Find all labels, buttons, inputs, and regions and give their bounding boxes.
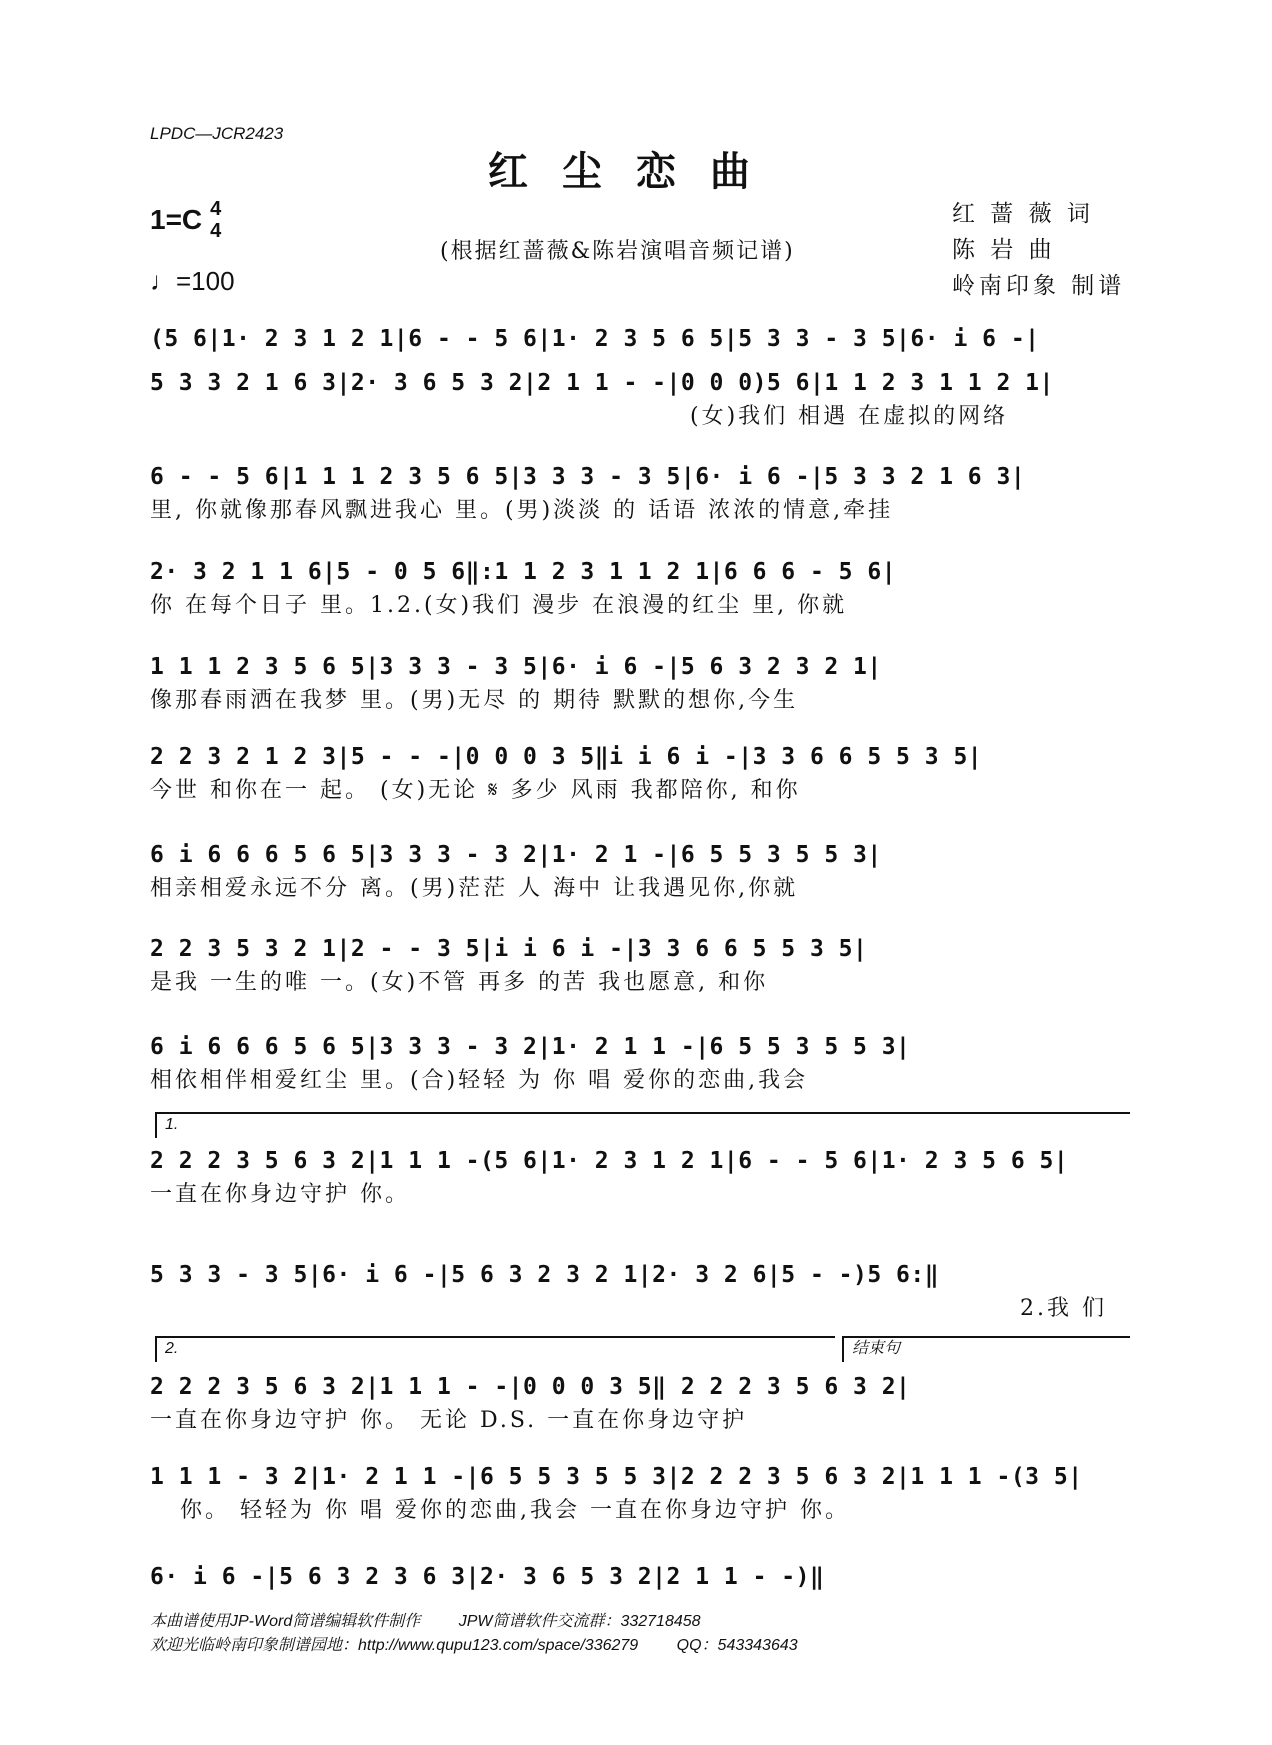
time-signature [210, 198, 221, 242]
time-signature-bottom: 4 [210, 220, 222, 242]
notation-line: 1 1 1 - 3 2|1· 2 1 1 -|6 5 5 3 5 5 3|2 2 2 3 5 6 3 2|1 1 1 -(3 5| [150, 1464, 1083, 1490]
notation-line: 1 1 1 2 3 5 6 5|3 3 3 - 3 5|6· i 6 -|5 6 3 2 3 2 1| [150, 654, 882, 680]
first-ending-bracket: 1. [155, 1112, 1130, 1138]
notation-line: 2 2 2 3 5 6 3 2|1 1 1 - -|0 0 0 3 5‖ 2 2 2 3 5 6 3 2| [150, 1374, 911, 1400]
score-system [150, 1370, 1125, 1438]
time-signature-top: 4 [210, 198, 222, 220]
credits [952, 196, 1125, 304]
lyrics-line: 里, 你就像那春风飘进我心 里。(男)淡淡 的 话语 浓浓的情意,牵挂 [150, 498, 894, 523]
lyrics-line: 2.我 们 [1020, 1296, 1107, 1321]
key-signature [150, 198, 221, 242]
footer [150, 1610, 832, 1658]
website-link[interactable]: 欢迎光临岭南印象制谱园地：http://www.qupu123.com/space/336279 [150, 1637, 639, 1654]
lyrics-line: 你 在每个日子 里。1.2.(女)我们 漫步 在浪漫的红尘 里, 你就 [150, 593, 848, 618]
notation-line: 6 i 6 6 6 5 6 5|3 3 3 - 3 2|1· 2 1 -|6 5 5 3 5 5 3| [150, 842, 882, 868]
group-note: JPW简谱软件交流群：332718458 [458, 1613, 701, 1630]
song-title: 红尘恋曲 [488, 148, 784, 195]
score-system [150, 1258, 1125, 1326]
lyrics-line: 是我 一生的唯 一。(女)不管 再多 的苦 我也愿意, 和你 [150, 970, 769, 995]
notation-line: 2 2 3 5 3 2 1|2 - - 3 5|i i 6 i -|3 3 6 6 5 5 3 5| [150, 936, 868, 962]
notation-line: (5 6|1· 2 3 1 2 1|6 - - 5 6|1· 2 3 5 6 5|5 3 3 - 3 5|6· i 6 -| [150, 326, 1040, 352]
lyricist-credit: 红 蔷 薇 词 [952, 201, 1094, 227]
lyrics-line: 一直在你身边守护 你。 无论 D.S. 一直在你身边守护 [150, 1408, 748, 1433]
tempo-marking [150, 266, 235, 297]
score-code: LPDC—JCR2423 [150, 124, 284, 143]
notation-line: 2· 3 2 1 1 6|5 - 0 5 6‖:1 1 2 3 1 1 2 1|6 6 6 - 5 6| [150, 559, 897, 585]
score-system [150, 1144, 1125, 1212]
score-system [150, 932, 1125, 1000]
coda-bracket: 结束句 [842, 1336, 1130, 1362]
lyrics-line: 像那春雨洒在我梦 里。(男)无尽 的 期待 默默的想你,今生 [150, 688, 799, 713]
score-system [150, 460, 1125, 528]
quarter-note-icon: ♩ [150, 266, 176, 296]
notation-line: 6 - - 5 6|1 1 1 2 3 5 6 5|3 3 3 - 3 5|6· i 6 -|5 3 3 2 1 6 3| [150, 464, 1026, 490]
score-system [150, 555, 1125, 623]
score-system [150, 740, 1125, 808]
notation-line: 6 i 6 6 6 5 6 5|3 3 3 - 3 2|1· 2 1 1 -|6 5 5 3 5 5 3| [150, 1034, 911, 1060]
software-note: 本曲谱使用JP-Word简谱编辑软件制作 [150, 1613, 421, 1630]
notation-line: 2 2 3 2 1 2 3|5 - - -|0 0 0 3 5‖i i 6 i -|3 3 6 6 5 5 3 5| [150, 744, 983, 770]
notation-line: 2 2 2 3 5 6 3 2|1 1 1 -(5 6|1· 2 3 1 2 1|6 - - 5 6|1· 2 3 5 6 5| [150, 1148, 1069, 1174]
notation-line: 5 3 3 2 1 6 3|2· 3 6 5 3 2|2 1 1 - -|0 0 0)5 6|1 1 2 3 1 1 2 1| [150, 370, 1054, 396]
tempo-value: =100 [176, 266, 235, 296]
second-ending-bracket: 2. [155, 1336, 835, 1362]
lyrics-line: 相亲相爱永远不分 离。(男)茫茫 人 海中 让我遇见你,你就 [150, 876, 799, 901]
score-system [150, 838, 1125, 906]
lyrics-line: (女)我们 相遇 在虚拟的网络 [690, 404, 1009, 429]
notation-line: 6· i 6 -|5 6 3 2 3 6 3|2· 3 6 5 3 2|2 1 1 - -)‖ [150, 1564, 825, 1590]
score-system [150, 1460, 1125, 1528]
score-system [150, 650, 1125, 718]
key-label: 1=C [150, 204, 203, 235]
subtitle: (根据红蔷薇&陈岩演唱音频记谱) [440, 239, 795, 264]
composer-credit: 陈 岩 曲 [952, 237, 1056, 263]
lyrics-line: 相依相伴相爱红尘 里。(合)轻轻 为 你 唱 爱你的恋曲,我会 [150, 1068, 809, 1093]
score-system [150, 366, 1125, 434]
qq-note: QQ：543343643 [676, 1637, 798, 1654]
notation-line: 5 3 3 - 3 5|6· i 6 -|5 6 3 2 3 2 1|2· 3 2 6|5 - -)5 6:‖ [150, 1262, 940, 1288]
score-system [150, 1560, 1125, 1594]
score-system [150, 1030, 1125, 1098]
lyrics-line: 今世 和你在一 起。 (女)无论 𝄋 多少 风雨 我都陪你, 和你 [150, 778, 801, 803]
arranger-credit: 岭南印象 制谱 [952, 273, 1126, 299]
lyrics-line: 一直在你身边守护 你。 [150, 1182, 410, 1207]
lyrics-line: 你。 轻轻为 你 唱 爱你的恋曲,我会 一直在你身边守护 你。 [180, 1498, 850, 1523]
